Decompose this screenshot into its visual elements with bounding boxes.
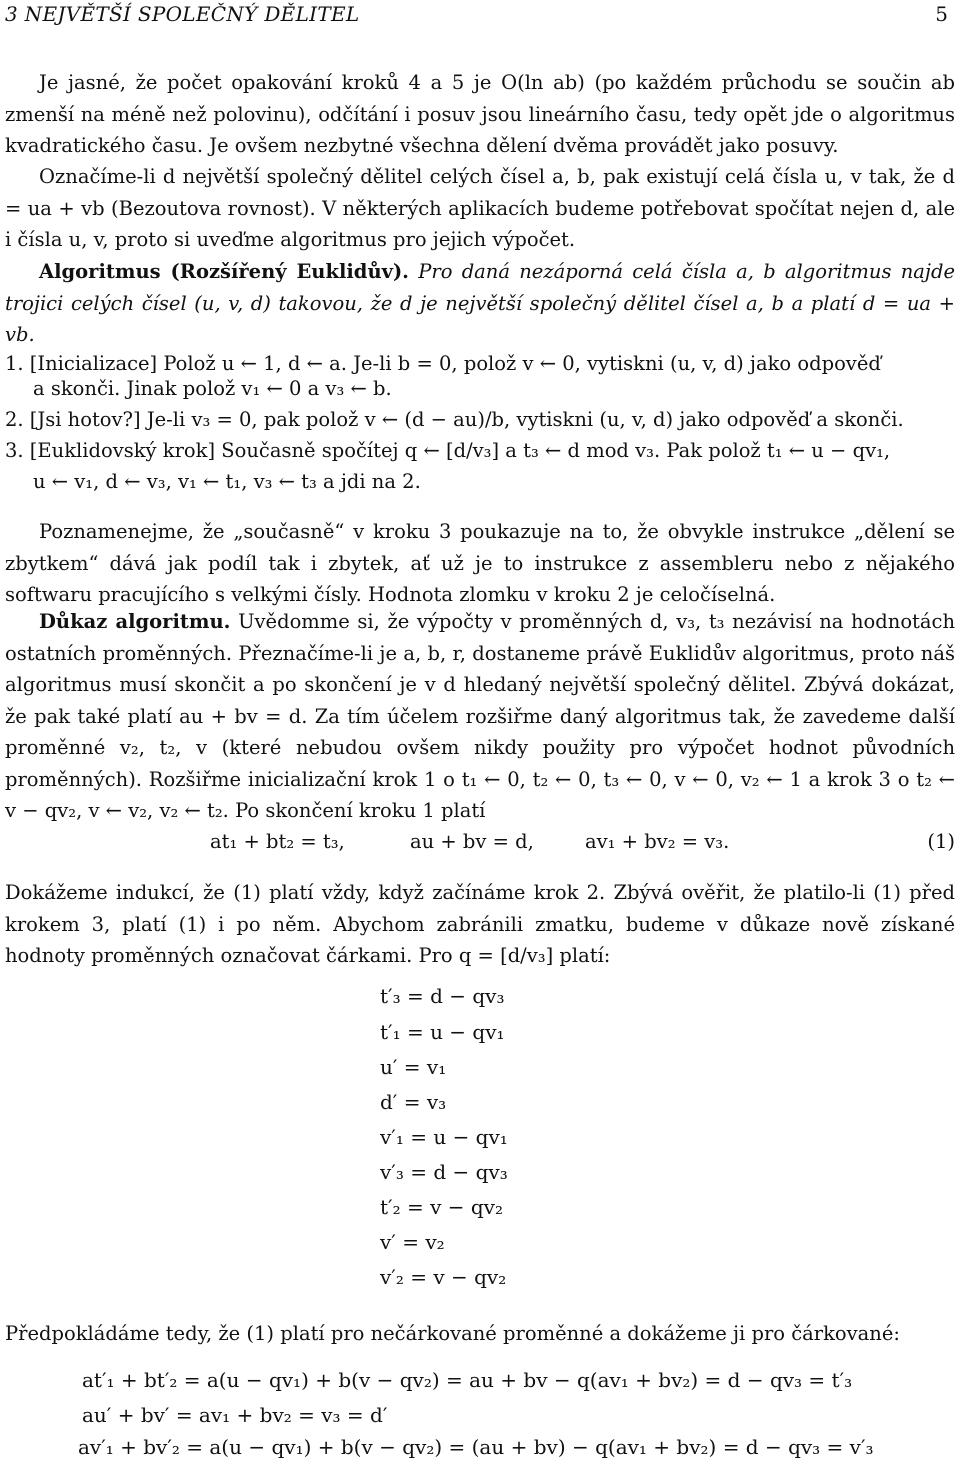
paragraph-induction: Dokážeme indukcí, že (1) platí vždy, když začínáme krok 2. Zbývá ověřit, že platilo-li (1) před krokem 3, platí (1) i po něm. Abychom zabránili zmatku, budeme v důkaze nově získané hodnoty proměnných označovat čárkami. Pro q = [d/v₃] platí:: [5, 881, 955, 967]
algorithm-step-3: 3. [Euklidovský krok] Současně spočítej q ← [d/v₃] a t₃ ← d mod v₃. Pak polož t₁ ← u − qv₁,: [5, 439, 891, 462]
proof-block: [5, 606, 955, 827]
paragraph-remark: Poznamenejme, že „současně“ v kroku 3 poukazuje na to, že obvykle instrukce „dělení se zbytkem“ dává jak podíl tak i zbytek, ať už je to instrukce z assembleru nebo z nějakého softwaru pracujícího s velkými čísly. Hodnota zlomku v kroku 2 je celočíselná.: [5, 520, 955, 606]
display-line: v′₂ = v − qv₂: [380, 1265, 507, 1289]
display-line: d′ = v₃: [380, 1090, 447, 1114]
algorithm-description: Pro daná nezáporná celá čísla a, b algoritmus najde trojici celých čísel (u, v, d) takovou, že d je největší společný dělitel čísel a, b a platí d = ua + vb.: [5, 260, 955, 346]
equation-1-part-b: au + bv = d,: [410, 830, 534, 853]
algorithm-step-3-cont: u ← v₁, d ← v₃, v₁ ← t₁, v₃ ← t₃ a jdi na 2.: [33, 470, 421, 493]
running-title: 3 NEJVĚTŠÍ SPOLEČNÝ DĚLITEL: [5, 2, 360, 26]
page-number: 5: [935, 2, 948, 26]
final-equation-2: au′ + bv′ = av₁ + bv₂ = v₃ = d′: [82, 1403, 388, 1427]
final-equation-1: at′₁ + bt′₂ = a(u − qv₁) + b(v − qv₂) = au + bv − q(av₁ + bv₂) = d − qv₃ = t′₃: [82, 1368, 853, 1392]
final-equation-3: av′₁ + bv′₂ = a(u − qv₁) + b(v − qv₂) = (au + bv) − q(av₁ + bv₂) = d − qv₃ = v′₃: [78, 1435, 874, 1459]
display-line: v′₁ = u − qv₁: [380, 1125, 508, 1149]
display-line: v′ = v₂: [380, 1230, 445, 1254]
paragraph-bezout: Označíme-li d největší společný dělitel celých čísel a, b, pak existují celá čísla u, v tak, že d = ua + vb (Bezoutova rovnost). V některých aplikacích budeme potřebovat spočítat nejen d, ale i čísla u, v, proto si uveďme algoritmus pro jejich výpočet.: [5, 165, 955, 251]
proof-text: Uvědomme si, že výpočty v proměnných d, v₃, t₃ nezávisí na hodnotách ostatních proměnných. Přeznačíme-li je a, b, r, dostaneme právě Euklidův algoritmus, proto náš algoritmus musí skončit a po skončení je v d hledaný největší společný dělitel. Zbývá dokázat, že pak také platí au + bv = d. Za tím účelem rozšiřme daný algoritmus tak, že zavedeme další proměnné v₂, t₂, v (které nebudou ovšem nikdy použity pro výpočet hodnot původních proměnných). Rozšiřme inicializační krok 1 o t₁ ← 0, t₂ ← 0, t₃ ← 0, v ← 0, v₂ ← 1 a krok 3 o t₂ ← v − qv₂, v ← v₂, v₂ ← t₂. Po skončení kroku 1 platí: [5, 610, 955, 822]
proof-title: Důkaz algoritmu.: [39, 610, 231, 633]
equation-1: [210, 830, 955, 862]
display-line: v′₃ = d − qv₃: [380, 1160, 508, 1184]
display-line: u′ = v₁: [380, 1055, 447, 1079]
equation-1-part-a: at₁ + bt₂ = t₃,: [210, 830, 345, 853]
algorithm-step-1-cont: a skonči. Jinak polož v₁ ← 0 a v₃ ← b.: [33, 377, 392, 400]
display-line: t′₂ = v − qv₂: [380, 1195, 503, 1219]
algorithm-block: [5, 256, 955, 351]
display-line: t′₃ = d − qv₃: [380, 984, 505, 1008]
equation-number: (1): [927, 830, 955, 853]
display-line: t′₁ = u − qv₁: [380, 1020, 505, 1044]
algorithm-title: Algoritmus (Rozšířený Euklidův).: [39, 260, 409, 283]
algorithm-step-1: 1. [Inicializace] Polož u ← 1, d ← a. Je-li b = 0, polož v ← 0, vytiskni (u, v, d) jako odpověď: [5, 352, 881, 375]
paragraph-assumption: Předpokládáme tedy, že (1) platí pro nečárkované proměnné a dokážeme ji pro čárkované:: [5, 1322, 900, 1345]
equation-1-part-c: av₁ + bv₂ = v₃.: [585, 830, 730, 853]
algorithm-step-2: 2. [Jsi hotov?] Je-li v₃ = 0, pak polož v ← (d − au)/b, vytiskni (u, v, d) jako odpověď a skonči.: [5, 408, 904, 431]
page-header: [5, 2, 948, 30]
paragraph-complexity: Je jasné, že počet opakování kroků 4 a 5 je O(ln ab) (po každém průchodu se součin ab zmenší na méně než polovinu), odčítání i posuv jsou lineárního času, tedy opět jde o algoritmus kvadratického času. Je ovšem nezbytné všechna dělení dvěma provádět jako posuvy.: [5, 71, 955, 157]
